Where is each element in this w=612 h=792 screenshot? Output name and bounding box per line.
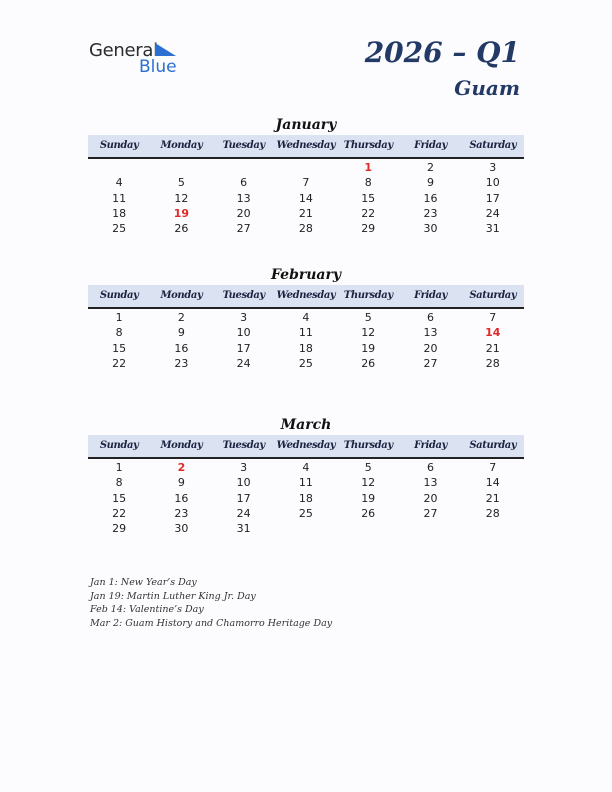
day-cell: 10 [236,326,251,340]
day-cell: 23 [423,206,438,220]
day-cell: 22 [361,206,376,220]
day-cell: 26 [361,506,376,520]
day-cell: 22 [112,506,127,520]
month-title: March [280,417,332,433]
day-grid [88,159,524,236]
day-cell: 24 [485,206,500,220]
day-cell: 21 [485,491,500,505]
page-subtitle: Guam [454,76,520,100]
day-cell: 11 [298,476,313,490]
day-cell: 7 [302,176,310,190]
day-cell: 15 [112,491,127,505]
day-cell: 24 [236,356,251,370]
day-cell: 5 [364,311,372,324]
day-cell: 30 [423,222,438,236]
day-cell: 28 [485,356,500,370]
day-cell: 5 [177,176,185,190]
day-cell: 18 [112,206,127,220]
day-cell: 8 [364,176,372,190]
day-cell: 14 [485,476,500,490]
day-cell: 12 [361,476,376,490]
day-cell: 8 [115,326,123,340]
day-cell: 9 [426,176,434,190]
weekday-label: Sunday [99,440,139,451]
day-cell: 21 [298,206,313,220]
month-february [88,266,524,371]
day-cell: 11 [298,326,313,340]
day-cell: 29 [112,522,127,536]
logo-general-text: General [89,40,158,61]
day-cell: 17 [485,191,500,205]
day-cell: 26 [174,222,189,236]
day-cell: 10 [485,176,500,190]
weekday-label: Monday [160,140,203,151]
day-cell: 14 [298,191,313,205]
day-cell: 13 [423,476,438,490]
weekday-label: Tuesday [222,440,265,451]
weekday-label: Thursday [343,140,393,151]
holiday-note: Jan 1: New Year’s Day [90,577,197,588]
day-cell: 6 [240,176,248,190]
weekday-label: Sunday [99,290,139,301]
logo-flag-icon [155,43,176,56]
weekday-header [88,435,524,459]
weekday-label: Thursday [343,440,393,451]
day-cell: 19 [361,341,376,355]
month-title: January [275,117,337,133]
holiday-notes [90,576,332,630]
day-cell: 17 [236,491,251,505]
weekday-label: Friday [414,440,447,451]
weekday-label: Monday [160,290,203,301]
weekday-label: Saturday [469,440,517,451]
day-cell: 29 [361,222,376,236]
day-cell: 21 [485,341,500,355]
weekday-label: Wednesday [276,140,336,151]
day-cell: 25 [112,222,127,236]
day-cell: 27 [423,506,438,520]
day-cell: 22 [112,356,127,370]
day-cell: 25 [298,356,313,370]
empty-day-cell [213,160,275,175]
day-cell: 26 [361,356,376,370]
logo [89,40,189,76]
day-cell: 18 [298,341,313,355]
day-cell: 18 [298,491,313,505]
day-cell: 5 [364,461,372,474]
day-cell: 20 [423,341,438,355]
day-cell: 2 [177,311,185,324]
day-cell: 11 [112,191,127,205]
day-cell: 13 [236,191,251,205]
day-cell: 4 [302,311,310,324]
weekday-label: Sunday [99,140,139,151]
holiday-day-cell: 14 [485,326,501,340]
day-cell: 28 [298,222,313,236]
empty-day-cell [150,160,212,175]
day-cell: 16 [423,191,438,205]
holiday-day-cell: 19 [173,206,190,220]
day-cell: 20 [423,491,438,505]
day-cell: 27 [236,222,251,236]
day-cell: 19 [361,491,376,505]
holiday-note: Feb 14: Valentine’s Day [90,604,204,615]
day-cell: 8 [115,476,123,490]
day-cell: 6 [426,311,434,324]
day-cell: 15 [112,341,127,355]
day-cell: 30 [174,522,189,536]
day-cell: 7 [489,311,497,324]
page-title: 2026 – Q1 [364,36,520,69]
month-march [88,416,524,536]
day-cell: 9 [177,326,185,340]
day-cell: 24 [236,506,251,520]
month-january [88,116,524,236]
day-cell: 31 [485,222,500,236]
weekday-label: Friday [414,140,447,151]
weekday-label: Tuesday [222,140,265,151]
empty-day-cell [88,160,150,175]
weekday-header [88,135,524,159]
weekday-label: Thursday [343,290,393,301]
day-cell: 12 [361,326,376,340]
day-cell: 17 [236,341,251,355]
weekday-label: Tuesday [222,290,265,301]
weekday-label: Monday [160,440,203,451]
day-cell: 28 [485,506,500,520]
day-cell: 25 [298,506,313,520]
day-cell: 3 [240,311,248,324]
weekday-label: Saturday [469,290,517,301]
day-cell: 16 [174,491,189,505]
month-title: February [270,267,341,283]
holiday-note: Mar 2: Guam History and Chamorro Heritage Day [90,617,333,629]
day-cell: 2 [426,161,434,174]
day-cell: 1 [115,311,123,324]
day-cell: 15 [361,191,376,205]
day-cell: 23 [174,356,189,370]
weekday-label: Saturday [469,140,517,151]
day-cell: 7 [489,461,497,474]
logo-blue-text: Blue [139,57,177,77]
day-cell: 13 [423,326,438,340]
holiday-day-cell: 2 [177,461,186,474]
day-cell: 20 [236,206,251,220]
day-cell: 23 [174,506,189,520]
empty-day-cell [275,160,337,175]
holiday-day-cell: 1 [364,161,373,174]
weekday-label: Wednesday [276,440,336,451]
weekday-label: Wednesday [276,290,336,301]
day-cell: 6 [426,461,434,474]
day-cell: 16 [174,341,189,355]
weekday-header [88,285,524,309]
day-cell: 31 [236,522,251,536]
day-cell: 3 [240,461,248,474]
day-cell: 12 [174,191,189,205]
day-cell: 3 [489,161,497,174]
day-cell: 10 [236,476,251,490]
day-cell: 4 [115,176,123,190]
day-cell: 9 [177,476,185,490]
day-cell: 27 [423,356,438,370]
day-cell: 1 [115,461,123,474]
day-grid [88,459,524,536]
day-cell: 4 [302,461,310,474]
weekday-label: Friday [414,290,447,301]
day-grid [88,309,524,371]
holiday-note: Jan 19: Martin Luther King Jr. Day [90,590,256,602]
